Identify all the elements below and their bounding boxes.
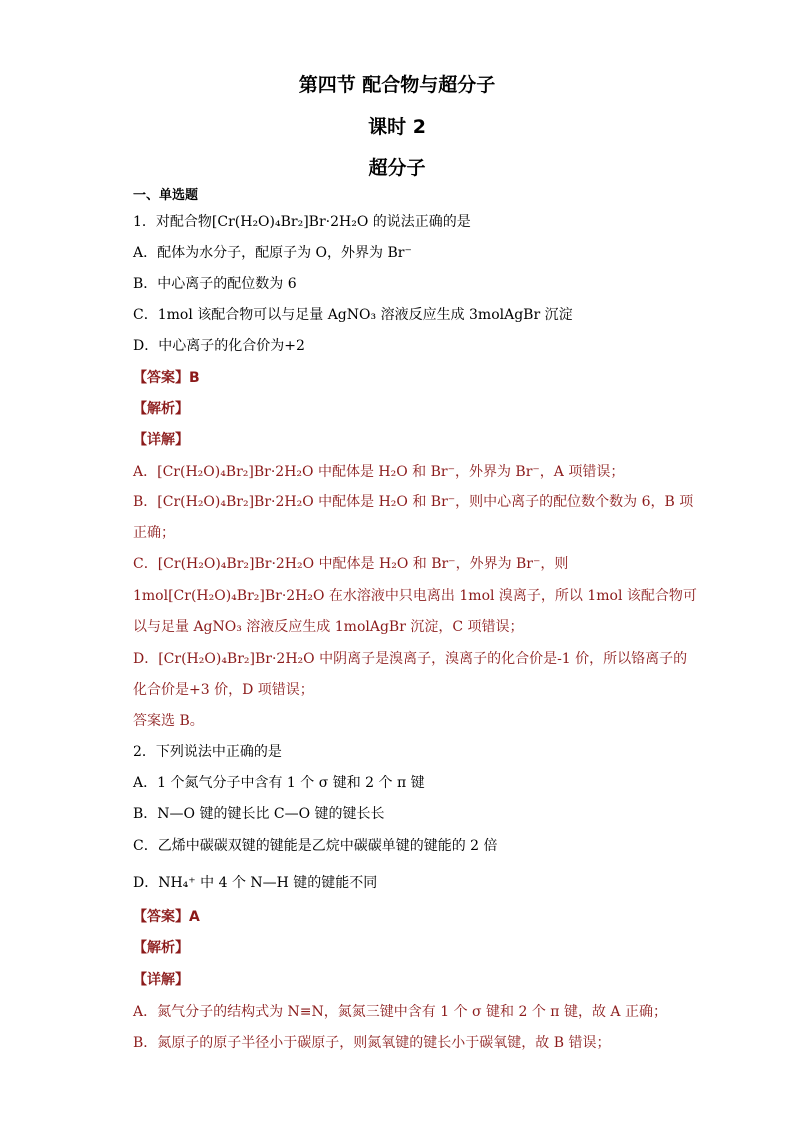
q2-stem: 2．下列说法中正确的是 [133,744,282,760]
q1-option-a: A．配体为水分子，配原子为 O，外界为 Br⁻ [133,245,412,261]
q1-stem: 1．对配合物[Cr(H₂O)₄Br₂]Br·2H₂O 的说法正确的是 [133,214,471,230]
lesson-title: 课时 2 [368,116,426,138]
q1-option-b: B．中心离子的配位数为 6 [133,276,297,292]
q1-explanation-b2: 正确； [133,525,175,541]
q1-explanation-c1: C．[Cr(H₂O)₄Br₂]Br·2H₂O 中配体是 H₂O 和 Br⁻，外界为 Br⁻，则 [133,556,569,572]
q1-answer: 【答案】B [133,370,200,386]
q1-explanation-d1: D．[Cr(H₂O)₄Br₂]Br·2H₂O 中阴离子是溴离子，溴离子的化合价是-1 价，所以铬离子的 [133,651,688,667]
q2-answer: 【答案】A [133,909,200,925]
section-heading: 一、单选题 [133,188,199,203]
topic-title: 超分子 [368,157,426,179]
q1-option-c: C．1mol 该配合物可以与足量 AgNO₃ 溶液反应生成 3molAgBr 沉淀 [133,307,573,323]
q1-detail-label: 【详解】 [133,432,189,448]
q1-explanation-c2: 1mol[Cr(H₂O)₄Br₂]Br·2H₂O 在水溶液中只电离出 1mol 溴离子，所以 1mol 该配合物可 [133,588,697,604]
q1-explanation-c3: 以与足量 AgNO₃ 溶液反应生成 1molAgBr 沉淀，C 项错误； [133,619,524,635]
q2-option-a: A．1 个氮气分子中含有 1 个 σ 键和 2 个 π 键 [133,775,425,791]
q2-option-d: D．NH₄⁺ 中 4 个 N—H 键的键能不同 [133,875,378,891]
q1-analysis-label: 【解析】 [133,401,189,417]
q1-conclusion: 答案选 B。 [133,713,204,729]
q1-explanation-a: A．[Cr(H₂O)₄Br₂]Br·2H₂O 中配体是 H₂O 和 Br⁻，外界为 Br⁻，A 项错误； [133,464,625,480]
chapter-title: 第四节 配合物与超分子 [298,74,496,96]
q2-detail-label: 【详解】 [133,972,189,988]
q1-explanation-b1: B．[Cr(H₂O)₄Br₂]Br·2H₂O 中配体是 H₂O 和 Br⁻，则中心离子的配位数个数为 6，B 项 [133,494,694,510]
q2-explanation-a: A．氮气分子的结构式为 N≡N，氮氮三键中含有 1 个 σ 键和 2 个 π 键，故 A 正确； [133,1004,667,1020]
q1-explanation-d2: 化合价是+3 价，D 项错误； [133,682,314,698]
q2-analysis-label: 【解析】 [133,940,189,956]
q2-option-c: C．乙烯中碳碳双键的键能是乙烷中碳碳单键的键能的 2 倍 [133,838,498,854]
q1-option-d: D．中心离子的化合价为+2 [133,338,305,354]
q2-option-b: B．N—O 键的键长比 C—O 键的键长长 [133,806,385,822]
q2-explanation-b: B．氮原子的原子半径小于碳原子，则氮氧键的键长小于碳氧键，故 B 错误； [133,1035,611,1051]
